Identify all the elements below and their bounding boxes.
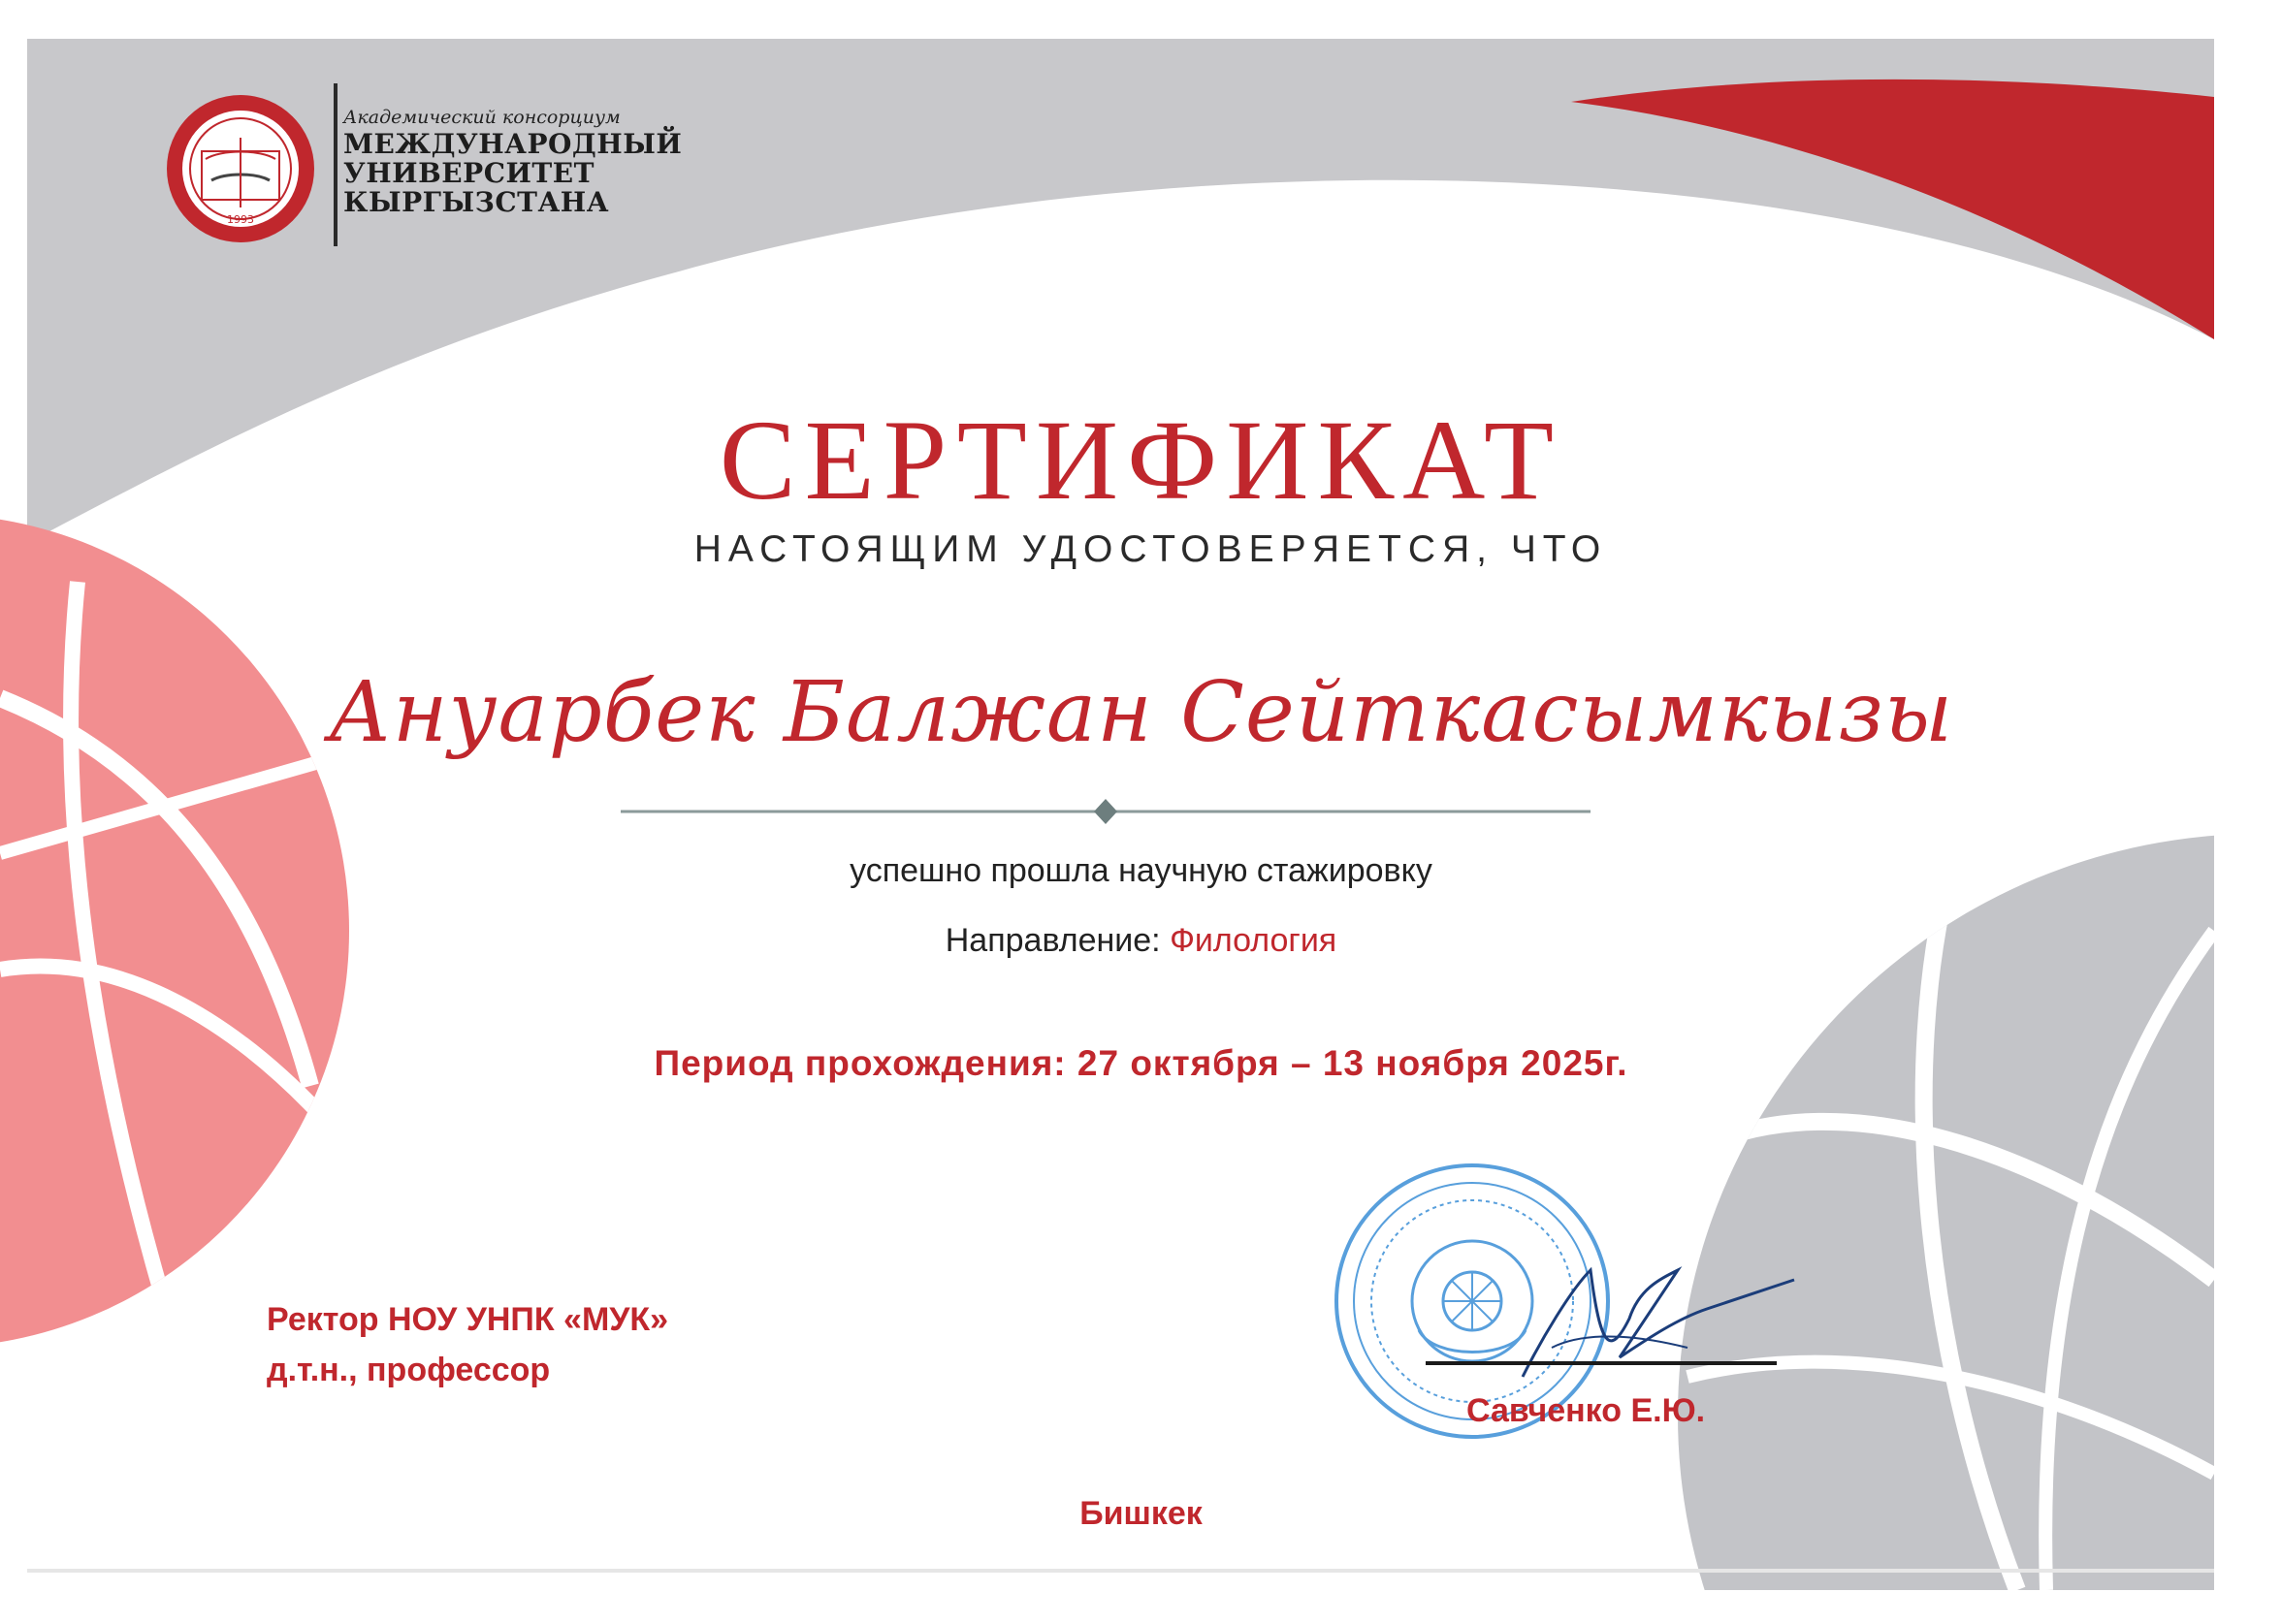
recipient-name: Ануарбек Балжан Сейткасымкызы xyxy=(328,664,1954,761)
direction-label: Направление: xyxy=(945,922,1161,959)
city-name: Бишкек xyxy=(1079,1495,1203,1532)
signature-line xyxy=(1426,1361,1777,1365)
name-underline-ornament xyxy=(621,797,1591,826)
period-text: Период прохождения: 27 октября – 13 ноября 2025г. xyxy=(654,1043,1628,1083)
direction-value: Филология xyxy=(1170,922,1337,959)
university-seal-icon xyxy=(163,91,318,246)
rector-block xyxy=(267,1294,849,1395)
university-logo xyxy=(163,83,687,248)
university-name-line-1: МЕЖДУНАРОДНЫЙ xyxy=(343,128,683,160)
rector-degree: д.т.н., профессор xyxy=(267,1352,551,1388)
certificate-subtitle: НАСТОЯЩИМ УДОСТОВЕРЯЕТСЯ, ЧТО xyxy=(693,528,1608,570)
seal-year: 1993 xyxy=(227,213,254,226)
direction-line xyxy=(0,919,2282,962)
certificate-title: СЕРТИФИКАТ xyxy=(719,397,1563,524)
handwritten-signature xyxy=(1513,1231,1804,1396)
logo-text xyxy=(343,105,692,217)
university-name-line-3: КЫРГЫЗСТАНА xyxy=(343,186,610,218)
rector-title: Ректор НОУ УНПК «МУК» xyxy=(267,1301,669,1338)
signer-name: Савченко Е.Ю. xyxy=(1466,1392,1706,1429)
logo-divider xyxy=(334,83,337,246)
university-name-line-2: УНИВЕРСИТЕТ xyxy=(343,157,595,189)
body-text: успешно прошла научную стажировку xyxy=(850,852,1432,889)
consortium-label: Академический консорциум xyxy=(343,107,621,128)
